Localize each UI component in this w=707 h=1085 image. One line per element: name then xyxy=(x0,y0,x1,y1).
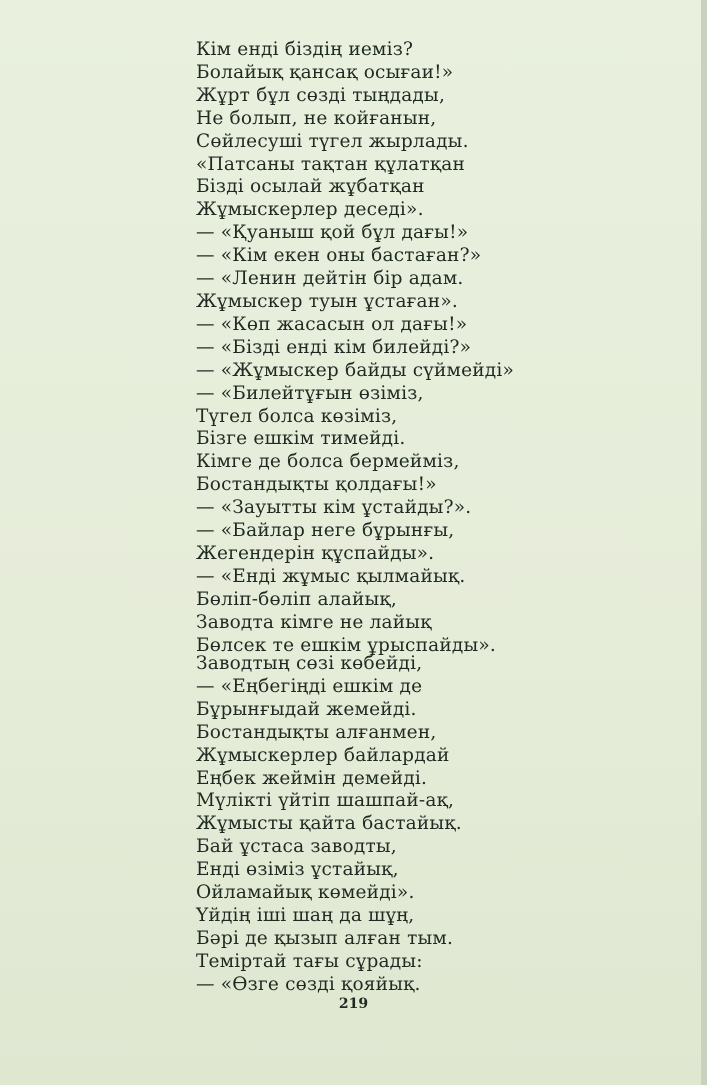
poem-line: Не болып, не койғанын, xyxy=(196,107,437,129)
poem-line: Еңбек жеймін демейді. xyxy=(196,767,428,789)
poem-line: Теміртай тағы сұрады: xyxy=(196,950,423,972)
poem-line: «Патсаны тақтан құлатқан xyxy=(196,153,466,175)
poem-line: Жұмыскерлер деседі». xyxy=(196,199,424,221)
poem-line: Болайық қансақ осығаи!» xyxy=(196,61,454,83)
poem-line: — «Жұмыскер байды сүймейді» xyxy=(196,359,514,381)
poem-stanza-1 xyxy=(196,39,636,657)
poem-line: Заводтың сөзі көбейді, xyxy=(196,653,423,674)
poem-line: Заводта кімге не лайық xyxy=(196,611,432,633)
poem-line: Бостандықты қолдағы!» xyxy=(196,474,437,496)
poem-line: Жегендерін құспайды». xyxy=(196,542,435,564)
poem-line: Мүлікті үйтіп шашпай-ақ, xyxy=(196,790,455,812)
poem-line: Бұрынғыдай жемейді. xyxy=(196,698,417,720)
poem-line: Жұмыскер туын ұстаған». xyxy=(196,290,458,312)
poem-line: — «Қуаныш қой бұл дағы!» xyxy=(196,222,469,244)
poem-line: — «Билейтұғын өзіміз, xyxy=(196,382,424,404)
poem-line: — «Өзге сөзді қояйық. xyxy=(196,973,421,995)
poem-line: Түгел болса көзіміз, xyxy=(196,405,398,427)
poem-line: Енді өзіміз ұстайық, xyxy=(196,859,399,881)
poem-line: — «Бізді енді кім билейді?» xyxy=(196,336,472,358)
poem-line: Кімге де болса бермейміз, xyxy=(196,451,460,473)
poem-line: — «Көп жасасын ол дағы!» xyxy=(196,313,468,335)
poem-line: — «Байлар неге бұрынғы, xyxy=(196,520,455,542)
poem-stanza-2 xyxy=(196,653,636,997)
poem-line: — «Енді жұмыс қылмайық. xyxy=(196,565,466,587)
poem-line: — «Кім екен оны бастаған?» xyxy=(196,245,482,267)
page-number: 219 xyxy=(338,996,369,1012)
poem-line: — «Ленин дейтін бір адам. xyxy=(196,268,464,290)
page-edge-shadow xyxy=(701,0,707,1085)
poem-line: Бай ұстаса заводты, xyxy=(196,836,397,858)
poem-line: Үйдің іші шаң да шұң, xyxy=(196,904,415,926)
poem-line: Сөйлесуші түгел жырлады. xyxy=(196,130,469,152)
poem-line: Кім енді біздің иеміз? xyxy=(196,39,414,60)
poem-line: Бөліп-бөліп алайық, xyxy=(196,588,397,610)
poem-line: Бөлсек те ешкім ұрыспайды». xyxy=(196,634,496,656)
poem-line: Жұрт бұл сөзді тыңдады, xyxy=(196,84,446,106)
poem-line: Бәрі де қызып алған тым. xyxy=(196,927,454,949)
poem-line: Жұмыскерлер байлардай xyxy=(196,744,450,766)
poem-line: Бізге ешкім тимейді. xyxy=(196,428,406,450)
poem-line: — «Еңбегіңді ешкім де xyxy=(196,675,423,697)
poem-line: Бостандықты алғанмен, xyxy=(196,721,437,743)
poem-line: Бізді осылай жұбатқан xyxy=(196,176,425,198)
poem-line: — «Зауытты кім ұстайды?». xyxy=(196,497,472,519)
poem-line: Ойламайық көмейді». xyxy=(196,882,415,904)
poem-line: Жұмысты қайта бастайық. xyxy=(196,813,462,835)
